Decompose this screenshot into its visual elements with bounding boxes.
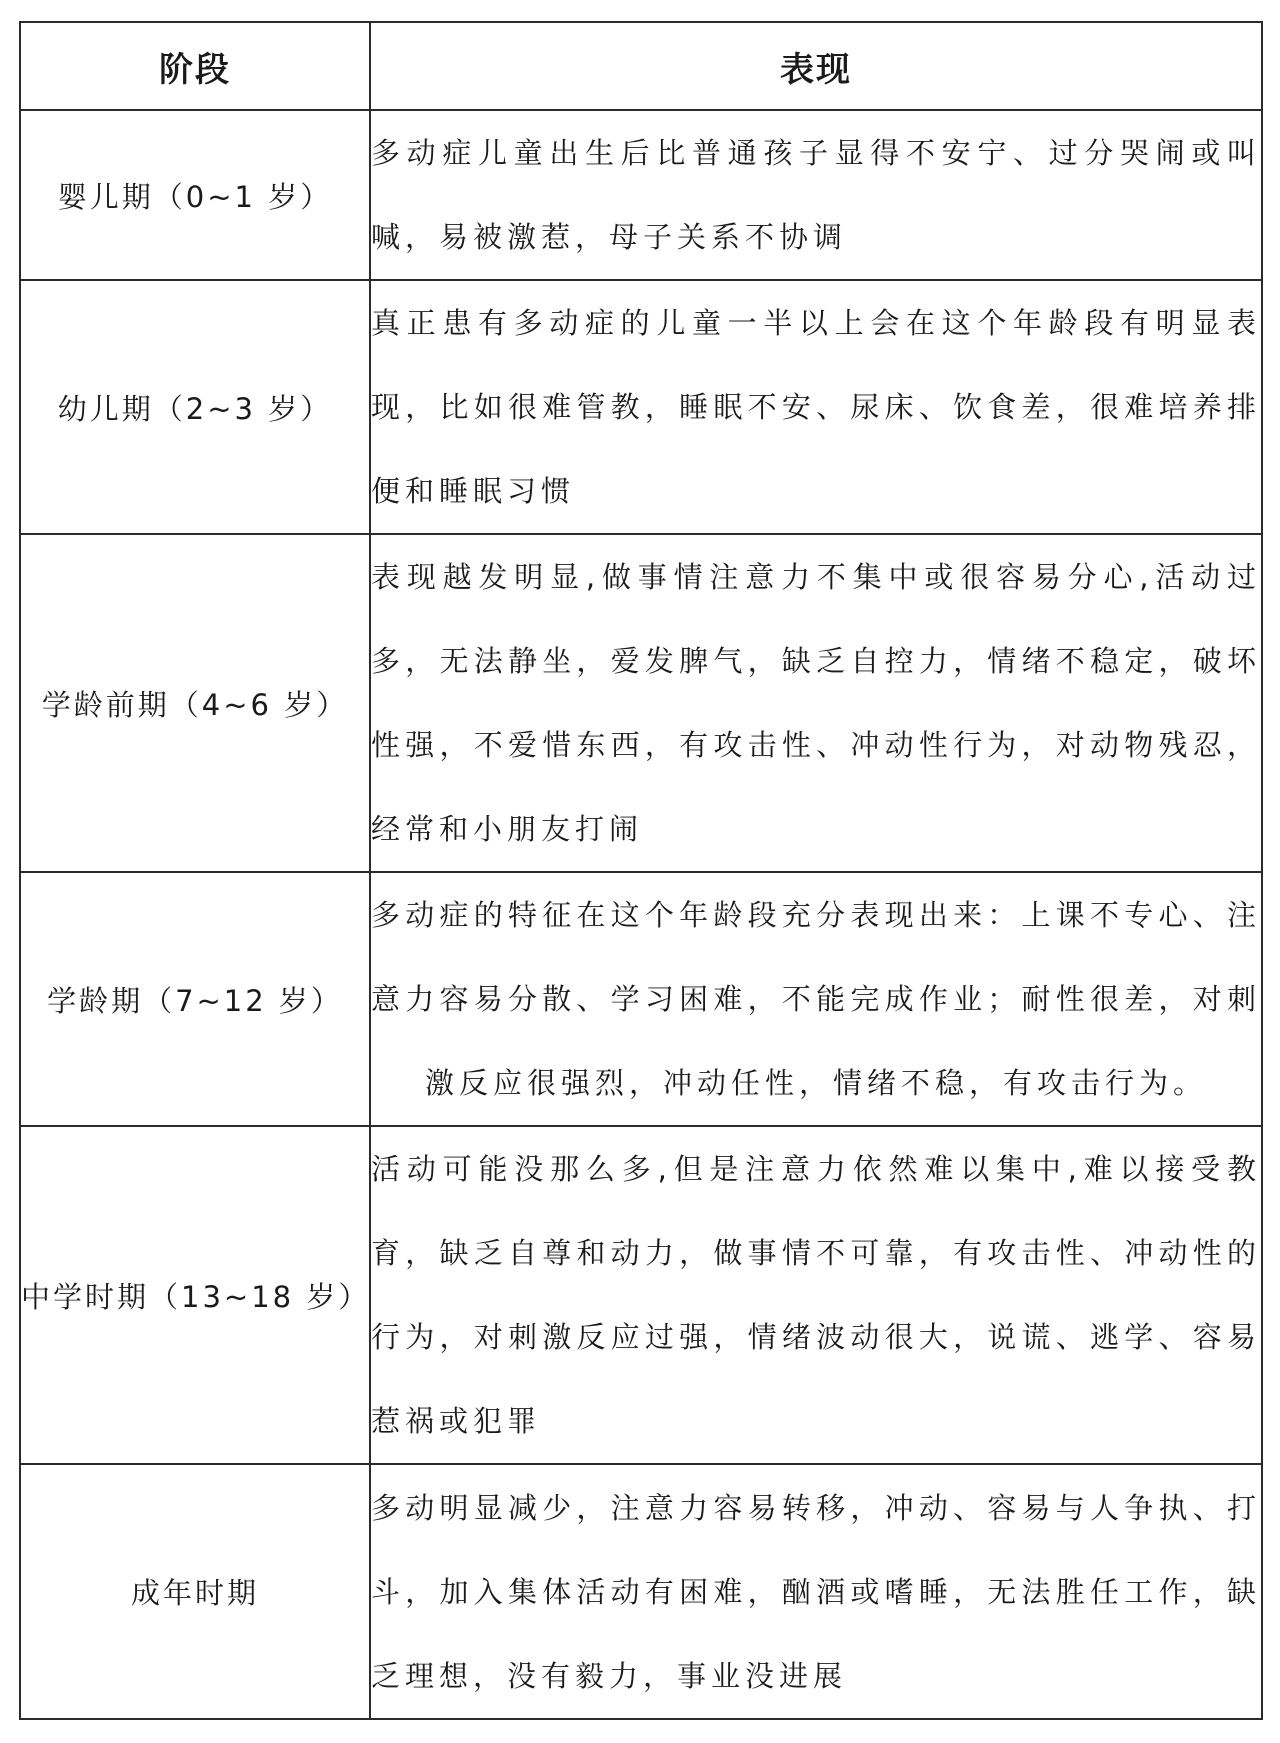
description-text: 多动症的特征在这个年龄段充分表现出来：上课不专心、注意力容易分散、学习困难，不能完成作业；耐性很差，对刺激反应很强烈，冲动任性，情绪不稳，有攻击行为。 bbox=[371, 898, 1261, 1100]
description-cell bbox=[370, 872, 1262, 1126]
table-row bbox=[20, 872, 1262, 1126]
description-cell bbox=[370, 534, 1262, 872]
stage-cell: 成年时期 bbox=[20, 1464, 370, 1719]
adhd-stage-table bbox=[19, 21, 1263, 1720]
description-cell bbox=[370, 280, 1262, 534]
column-header-description: 表现 bbox=[370, 22, 1262, 110]
table-header-row bbox=[20, 22, 1262, 110]
stage-cell: 中学时期（13~18 岁） bbox=[20, 1126, 370, 1464]
description-cell bbox=[370, 1126, 1262, 1464]
description-cell bbox=[370, 1464, 1262, 1719]
stage-cell: 幼儿期（2~3 岁） bbox=[20, 280, 370, 534]
table-row bbox=[20, 534, 1262, 872]
description-text: 表现越发明显,做事情注意力不集中或很容易分心,活动过多，无法静坐，爱发脾气，缺乏自控力，情绪不稳定，破坏性强，不爱惜东西，有攻击性、冲动性行为，对动物残忍，经常和小朋友打闹 bbox=[371, 560, 1261, 846]
table-row bbox=[20, 280, 1262, 534]
stage-cell: 学龄前期（4~6 岁） bbox=[20, 534, 370, 872]
stage-cell: 婴儿期（0~1 岁） bbox=[20, 110, 370, 280]
description-text: 多动症儿童出生后比普通孩子显得不安宁、过分哭闹或叫喊，易被激惹，母子关系不协调 bbox=[371, 136, 1261, 254]
stage-cell: 学龄期（7~12 岁） bbox=[20, 872, 370, 1126]
column-header-stage: 阶段 bbox=[20, 22, 370, 110]
description-cell bbox=[370, 110, 1262, 280]
description-text: 多动明显减少，注意力容易转移，冲动、容易与人争执、打斗，加入集体活动有困难，酗酒或嗜睡，无法胜任工作，缺乏理想，没有毅力，事业没进展 bbox=[371, 1490, 1261, 1693]
description-text: 活动可能没那么多,但是注意力依然难以集中,难以接受教育，缺乏自尊和动力，做事情不可靠，有攻击性、冲动性的行为，对刺激反应过强，情绪波动很大，说谎、逃学、容易惹祸或犯罪 bbox=[371, 1152, 1261, 1438]
table-row bbox=[20, 1126, 1262, 1464]
table-row bbox=[20, 1464, 1262, 1719]
description-text: 真正患有多动症的儿童一半以上会在这个年龄段有明显表现，比如很难管教，睡眠不安、尿床、饮食差，很难培养排便和睡眠习惯 bbox=[371, 306, 1261, 508]
table-row bbox=[20, 110, 1262, 280]
